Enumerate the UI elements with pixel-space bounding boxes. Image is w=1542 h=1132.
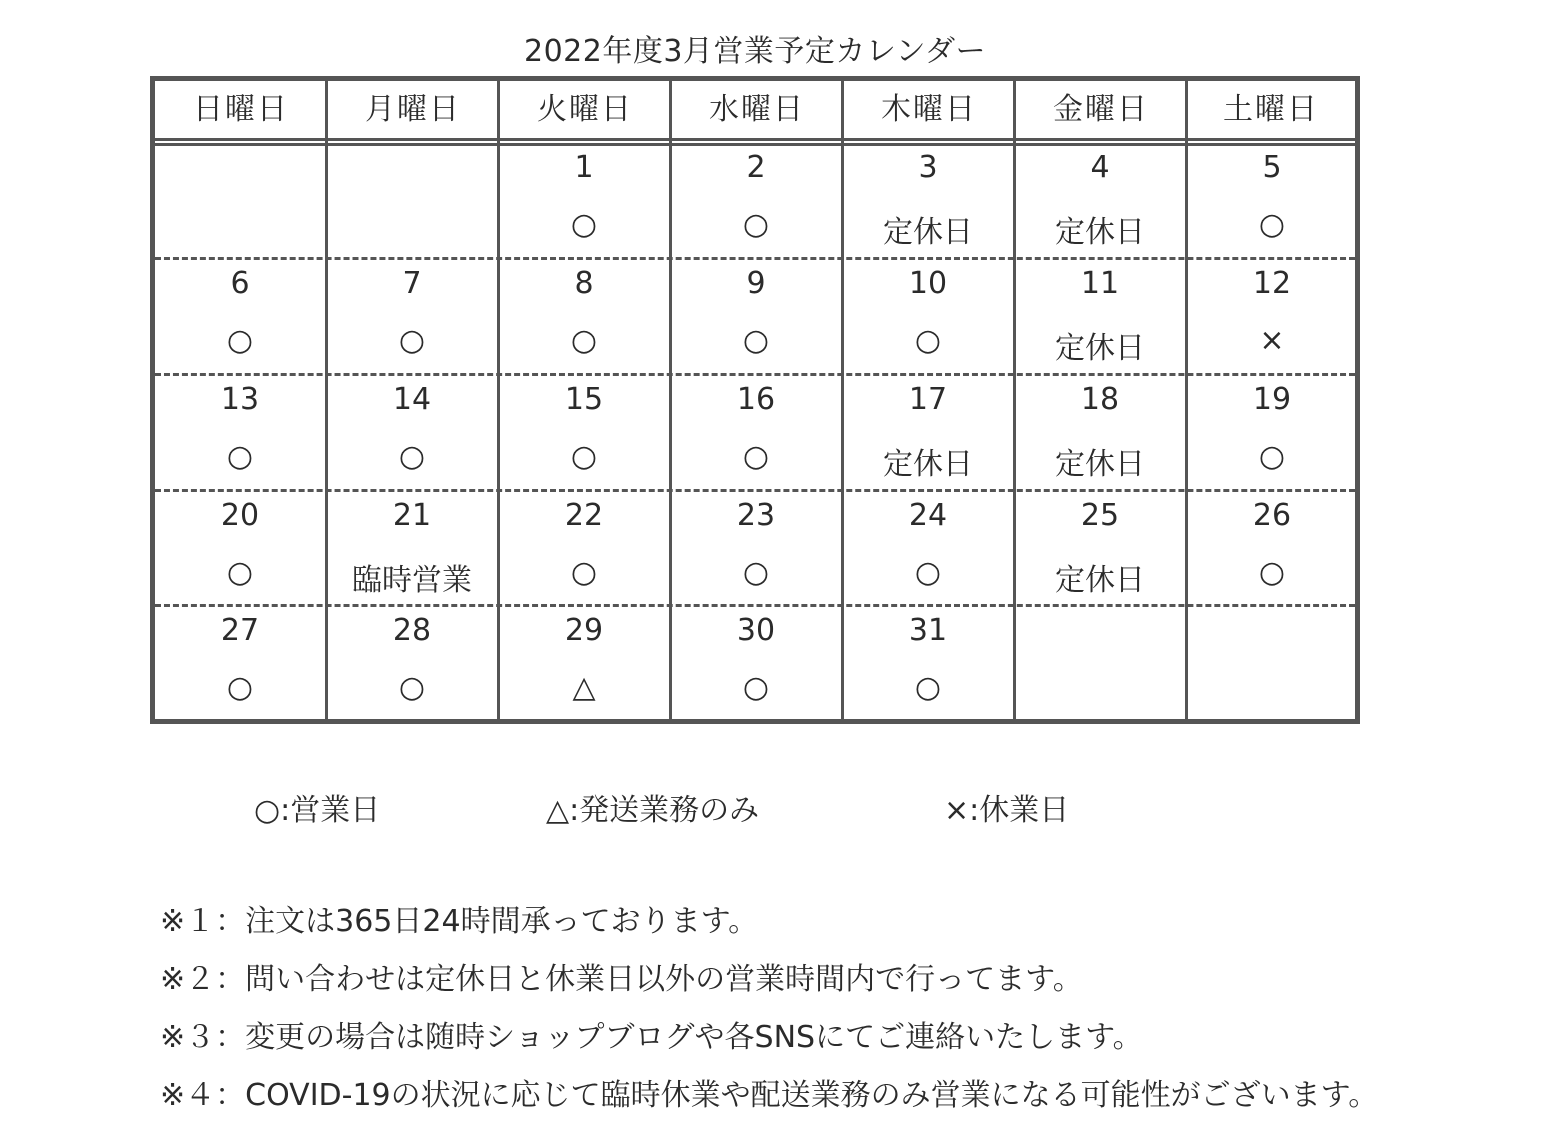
day-status: × <box>1259 323 1285 358</box>
day-status: ○ <box>226 670 254 705</box>
day-status: 定休日 <box>883 447 973 482</box>
calendar-day-cell <box>1187 607 1357 719</box>
day-status: 定休日 <box>1055 447 1145 482</box>
calendar-day-cell <box>499 376 669 488</box>
calendar-day-cell <box>327 260 497 372</box>
day-number: 22 <box>564 498 604 533</box>
calendar-day-cell <box>1015 376 1185 488</box>
day-status: △ <box>572 670 596 705</box>
calendar-day-cell <box>499 144 669 256</box>
day-status: ○ <box>914 670 942 705</box>
calendar-day-cell <box>1187 144 1357 256</box>
day-number: 31 <box>908 613 948 648</box>
day-number: 19 <box>1252 382 1292 417</box>
calendar-day-cell <box>327 607 497 719</box>
weekday-header: 木曜日 <box>881 92 977 127</box>
day-status: ○ <box>914 323 942 358</box>
calendar-day-cell <box>1015 607 1185 719</box>
day-number: 6 <box>230 266 250 301</box>
day-number: 15 <box>564 382 604 417</box>
notes-list <box>160 900 1378 1132</box>
day-number: 17 <box>908 382 948 417</box>
calendar-day-cell <box>1187 260 1357 372</box>
weekday-header: 金曜日 <box>1053 92 1149 127</box>
weekday-header: 日曜日 <box>193 92 289 127</box>
day-number: 3 <box>918 150 938 185</box>
day-number: 7 <box>402 266 422 301</box>
legend-open <box>254 785 380 829</box>
calendar-day-cell <box>843 376 1013 488</box>
day-number: 26 <box>1252 498 1292 533</box>
day-number: 23 <box>736 498 776 533</box>
day-status: ○ <box>742 323 770 358</box>
day-status: ○ <box>226 439 254 474</box>
legend-closed-label: ×:休業日 <box>944 793 1070 828</box>
day-status: 臨時営業 <box>352 563 472 598</box>
note-item: ※１：注文は365日24時間承っております。 <box>160 904 759 939</box>
calendar-day-cell <box>843 607 1013 719</box>
calendar-day-cell <box>1187 376 1357 488</box>
day-status: ○ <box>226 323 254 358</box>
day-status: ○ <box>1258 439 1286 474</box>
page-title: 2022年度3月営業予定カレンダー <box>524 34 986 69</box>
note-item: ※３：変更の場合は随時ショップブログや各SNSにてご連絡いたします。 <box>160 1020 1143 1055</box>
day-number: 27 <box>220 613 260 648</box>
calendar-day-cell <box>327 376 497 488</box>
calendar-day-cell <box>155 376 325 488</box>
day-number: 2 <box>746 150 766 185</box>
calendar-day-cell <box>327 492 497 604</box>
legend-shipping-only <box>546 785 759 829</box>
calendar-day-cell <box>327 144 497 256</box>
day-status: ○ <box>226 555 254 590</box>
day-status: ○ <box>742 555 770 590</box>
day-number: 13 <box>220 382 260 417</box>
day-status: ○ <box>570 555 598 590</box>
calendar-day-cell <box>155 492 325 604</box>
day-number: 9 <box>746 266 766 301</box>
calendar-day-cell <box>671 260 841 372</box>
day-number: 1 <box>574 150 594 185</box>
calendar-day-cell <box>499 607 669 719</box>
calendar-table <box>150 76 1360 724</box>
day-number: 10 <box>908 266 948 301</box>
day-status: ○ <box>742 670 770 705</box>
legend-closed <box>944 785 1069 829</box>
day-number: 16 <box>736 382 776 417</box>
day-status: ○ <box>742 207 770 242</box>
day-number: 5 <box>1262 150 1282 185</box>
day-status: ○ <box>398 439 426 474</box>
legend-open-label: ○:営業日 <box>254 793 381 828</box>
day-status: 定休日 <box>1055 215 1145 250</box>
day-status: ○ <box>914 555 942 590</box>
day-status: ○ <box>570 207 598 242</box>
calendar-day-cell <box>1015 260 1185 372</box>
day-status: ○ <box>398 670 426 705</box>
day-status: ○ <box>1258 555 1286 590</box>
day-status: ○ <box>570 439 598 474</box>
day-status: ○ <box>398 323 426 358</box>
calendar-day-cell <box>155 144 325 256</box>
note-item: ※２：問い合わせは定休日と休業日以外の営業時間内で行ってます。 <box>160 962 1083 997</box>
calendar-day-cell <box>843 260 1013 372</box>
day-status: ○ <box>1258 207 1286 242</box>
weekday-header-row <box>155 81 1355 141</box>
calendar-day-cell <box>671 607 841 719</box>
day-status: 定休日 <box>883 215 973 250</box>
calendar-day-cell <box>1015 144 1185 256</box>
day-status: 定休日 <box>1055 563 1145 598</box>
calendar-day-cell <box>1187 492 1357 604</box>
day-number: 14 <box>392 382 432 417</box>
weekday-header: 月曜日 <box>365 92 461 127</box>
note-item: ※４：COVID-19の状況に応じて臨時休業や配送業務のみ営業になる可能性がございます。 <box>160 1078 1379 1113</box>
day-number: 12 <box>1252 266 1292 301</box>
calendar-day-cell <box>843 144 1013 256</box>
day-number: 8 <box>574 266 594 301</box>
calendar-day-cell <box>499 260 669 372</box>
calendar-day-cell <box>671 376 841 488</box>
day-number: 29 <box>564 613 604 648</box>
calendar-day-cell <box>155 607 325 719</box>
weekday-header: 火曜日 <box>537 92 633 127</box>
day-number: 20 <box>220 498 260 533</box>
day-number: 24 <box>908 498 948 533</box>
weekday-header: 土曜日 <box>1223 92 1319 127</box>
calendar-day-cell <box>671 492 841 604</box>
day-number: 30 <box>736 613 776 648</box>
day-number: 4 <box>1090 150 1110 185</box>
weekday-header: 水曜日 <box>709 92 805 127</box>
legend-shipping-only-label: △:発送業務のみ <box>546 793 760 828</box>
calendar-day-cell <box>843 492 1013 604</box>
day-number: 18 <box>1080 382 1120 417</box>
day-status: ○ <box>570 323 598 358</box>
calendar-day-cell <box>155 260 325 372</box>
day-status: ○ <box>742 439 770 474</box>
day-number: 11 <box>1080 266 1120 301</box>
calendar-day-cell <box>671 144 841 256</box>
day-number: 21 <box>392 498 432 533</box>
day-number: 25 <box>1080 498 1120 533</box>
calendar-day-cell <box>499 492 669 604</box>
day-status: 定休日 <box>1055 331 1145 366</box>
calendar-day-cell <box>1015 492 1185 604</box>
day-number: 28 <box>392 613 432 648</box>
